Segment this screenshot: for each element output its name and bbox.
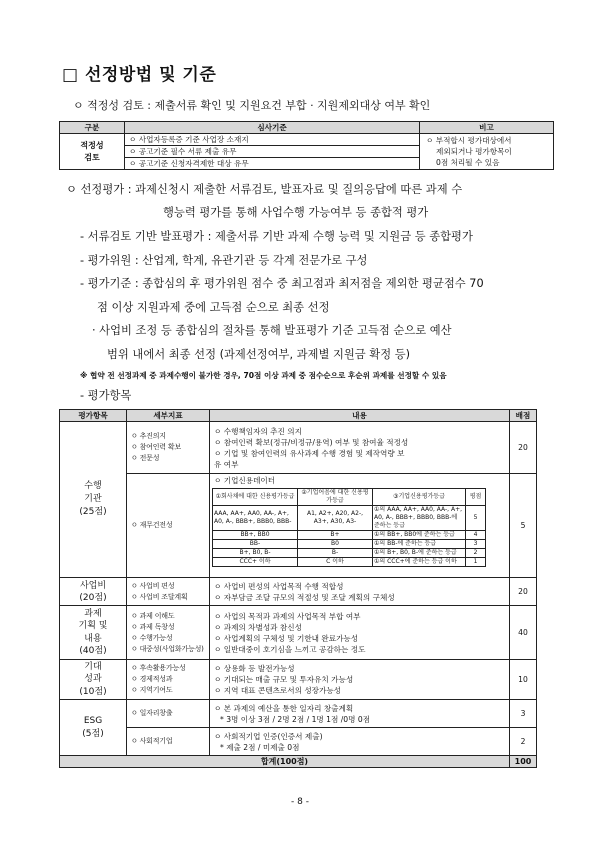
credit-cell: CCC+ 이하 — [213, 558, 298, 567]
eval-sub-budget — [127, 578, 210, 606]
eval-sub-item: ㅇ 일자리창출 — [131, 709, 173, 717]
review-category: 적정성 검토 — [60, 134, 125, 170]
eval-score: 2 — [510, 728, 537, 756]
eval-score: 3 — [510, 700, 537, 728]
review-criteria — [125, 134, 420, 170]
eval-content-budget — [210, 578, 510, 606]
credit-cell: C 이하 — [298, 558, 373, 567]
eval-category-plan: 과제 기획 및 내용 (40점) — [60, 606, 127, 660]
eval-header-sub: 세부지표 — [127, 410, 210, 422]
credit-cell: ①의 BB-에 준하는 등급 — [373, 540, 466, 549]
eval-total-label: 합계(100점) — [60, 756, 510, 768]
eval-score: 20 — [510, 578, 537, 606]
eval-sub-item: ㅇ 추진의지 — [131, 432, 166, 440]
credit-header: 평점 — [466, 489, 486, 506]
eval-content-item: ㅇ 상용화 등 발전가능성 — [214, 664, 295, 673]
eval-score: 5 — [510, 474, 537, 578]
review-table — [59, 121, 554, 170]
credit-cell: ①의 AAA, AA+, AA0, AA-, A+, A0, A-, BBB+, BBB0, BBB-에 준하는 등급 — [373, 506, 466, 531]
credit-cell: 3 — [466, 540, 486, 549]
credit-header: ①회사채에 대한 신용평가등급 — [213, 489, 298, 506]
credit-cell: AAA, AA+, AA0, AA-, A+, A0, A-, BBB+, BBB0, BBB- — [213, 506, 298, 531]
eval-content-item: 유 여부 — [214, 459, 239, 469]
eval-content-item: ㅇ 일반대중이 호기심을 느끼고 공감하는 정도 — [214, 644, 366, 654]
eval-sub-effect — [127, 660, 210, 700]
para-line: ㅇ 선정평가 : 과제신청시 제출한 서류검토, 발표자료 및 질의응답에 따른 과제 수 — [66, 183, 463, 196]
credit-cell: BB+, BB0 — [213, 531, 298, 540]
review-header-note: 비고 — [420, 122, 554, 134]
eval-sub-item: ㅇ 대중성(사업화가능성) — [131, 644, 204, 653]
review-note-line: 0점 처리될 수 있음 — [436, 158, 500, 167]
credit-cell: 4 — [466, 531, 486, 540]
eval-score: 10 — [510, 660, 537, 700]
eval-sub-item: ㅇ 후속활용가능성 — [131, 664, 186, 672]
eval-sub-item: ㅇ 재무건전성 — [131, 521, 173, 529]
para-line: - 평가위원 : 산업계, 학계, 유관기관 등 각계 전문가로 구성 — [80, 254, 368, 267]
para-line: 행능력 평가를 통해 사업수행 가능여부 등 종합적 평가 — [163, 206, 429, 219]
eval-sub-perf — [127, 422, 210, 474]
eval-content-item: ㅇ 참여인력 확보(정규/비정규/용역) 여부 및 참여율 적정성 — [214, 437, 409, 447]
credit-cell: ①의 CCC+에 준하는 등급 이하 — [373, 558, 466, 567]
eval-content-item: * 3명 이상 3점 / 2명 2점 / 1명 1점 /0명 0점 — [220, 714, 371, 724]
credit-header: ②기업어음에 대한 신용평가등급 — [298, 489, 373, 506]
eval-sub-item: ㅇ 전문성 — [131, 454, 160, 462]
eval-header-content: 내용 — [210, 410, 510, 422]
eval-sub-plan — [127, 606, 210, 660]
para-line: 점 이상 지원과제 중에 고득점 순으로 최종 선정 — [97, 301, 330, 314]
eval-content-item: ㅇ 사회적기업 인증(인증서 제출) — [214, 731, 323, 741]
eval-category-esg: ESG (5점) — [60, 700, 127, 756]
page-number: - 8 - — [291, 797, 309, 807]
eval-content-item: ㅇ 사업계획의 구체성 및 기한내 완료가능성 — [214, 633, 359, 643]
eval-header-category: 평가항목 — [60, 410, 127, 422]
review-note-line: ㅇ 부적합시 평가대상에서 — [426, 136, 512, 145]
credit-cell: BB- — [213, 540, 298, 549]
eval-total-score: 100 — [510, 756, 537, 768]
para-line: - 서류검토 기반 발표평가 : 제출서류 기반 과제 수행 능력 및 지원금 등 종합평가 — [80, 230, 473, 243]
eval-category-perf: 수행 기관 (25점) — [60, 422, 127, 578]
credit-cell: 1 — [466, 558, 486, 567]
credit-cell: B+ — [298, 531, 373, 540]
intro-line: ㅇ 적정성 검토 : 제출서류 확인 및 지원요건 부합 · 지원제외대상 여부 확인 — [73, 99, 431, 112]
eval-sub-item: ㅇ 사업비 편성 — [131, 581, 175, 590]
para-line: - 평가기준 : 종합심의 후 평가위원 점수 중 최고점과 최저점을 제외한 평균점수 70 — [80, 277, 484, 290]
eval-content-item: ㅇ 지역 대표 콘텐츠로서의 성장가능성 — [214, 686, 342, 695]
eval-category-effect: 기대 성과 (10점) — [60, 660, 127, 700]
eval-content-item: ㅇ 사업비 편성의 사업목적 수행 적합성 — [214, 581, 344, 591]
eval-content-finance — [210, 474, 510, 578]
eval-content-item: * 제출 2점 / 미제출 0점 — [220, 742, 300, 752]
evaluation-table — [59, 409, 537, 768]
credit-cell: B- — [298, 549, 373, 558]
eval-content-esg-social — [210, 728, 510, 756]
section-title: □ 선정방법 및 기준 — [62, 65, 217, 85]
review-header-criteria: 심사기준 — [125, 122, 420, 134]
eval-sub-item: ㅇ 지역기여도 — [131, 686, 173, 694]
eval-content-esg-jobs — [210, 700, 510, 728]
eval-content-perf — [210, 422, 510, 474]
eval-score: 40 — [510, 606, 537, 660]
credit-cell: B0 — [298, 540, 373, 549]
eval-content-item: ㅇ 자부담금 조달 규모의 적절성 및 조달 계획의 구체성 — [214, 592, 395, 602]
eval-content-item: ㅇ 기업 및 참여인력의 유사과제 수행 경험 및 제작역량 보 — [214, 448, 405, 458]
eval-sub-item: ㅇ 사회적기업 — [131, 737, 173, 745]
eval-category-budget: 사업비 (20점) — [60, 578, 127, 606]
eval-content-item: ㅇ 사업의 목적과 과제의 사업목적 부합 여부 — [214, 611, 361, 621]
eval-header-score: 배점 — [510, 410, 537, 422]
eval-sub-esg-jobs — [127, 700, 210, 728]
credit-data-label: ㅇ 기업신용데이터 — [214, 476, 276, 485]
review-criterion: ㅇ 사업자등록증 기준 사업장 소재지 — [125, 134, 419, 146]
review-header-category: 구분 — [60, 122, 125, 134]
eval-sub-item: ㅇ 사업비 조달계획 — [131, 592, 188, 601]
review-criterion: ㅇ 공고기준 필수 서류 제출 유무 — [125, 146, 419, 158]
credit-cell: A1, A2+, A20, A2-, A3+, A30, A3- — [298, 506, 373, 531]
eval-sub-item: ㅇ 과제 이해도 — [131, 611, 175, 620]
eval-score: 20 — [510, 422, 537, 474]
credit-rating-table — [212, 488, 486, 567]
eval-content-item: ㅇ 기대되는 매출 규모 및 투자유치 가능성 — [214, 675, 354, 684]
credit-cell: 5 — [466, 506, 486, 531]
para-line: 범위 내에서 최종 선정 (과제선정여부, 과제별 지원금 확정 등) — [107, 348, 411, 361]
eval-sub-item: ㅇ 수행가능성 — [131, 633, 173, 642]
credit-cell: 2 — [466, 549, 486, 558]
review-criterion: ㅇ 공고기준 신청자격제한 대상 유무 — [129, 159, 249, 168]
eval-sub-item: ㅇ 과제 독창성 — [131, 622, 175, 631]
eval-sub-item: ㅇ 경제적성과 — [131, 675, 173, 683]
para-line: - 평가항목 — [80, 389, 132, 402]
eval-content-item: ㅇ 수행책임자의 추진 의지 — [214, 426, 302, 436]
eval-sub-item: ㅇ 참여인력 확보 — [131, 443, 181, 451]
review-note — [420, 134, 554, 170]
eval-sub-finance — [127, 474, 210, 578]
credit-cell: B+, B0, B- — [213, 549, 298, 558]
para-line: · 사업비 조정 등 종합심의 절차를 통해 발표평가 기준 고득점 순으로 예산 — [92, 324, 452, 337]
review-note-line: 제외되거나 평가항목이 — [436, 147, 512, 156]
eval-content-item: ㅇ 본 과제의 예산을 통한 일자리 창출계획 — [214, 703, 354, 713]
eval-content-item: ㅇ 과제의 차별성과 참신성 — [214, 622, 302, 632]
eval-sub-esg-social — [127, 728, 210, 756]
eval-content-plan — [210, 606, 510, 660]
eval-content-effect — [210, 660, 510, 700]
credit-cell: ①의 BB+, BB0에 준하는 등급 — [373, 531, 466, 540]
selection-note: ※ 협약 전 선정과제 중 과제수행이 불가한 경우, 70점 이상 과제 중 점수순으로 후순위 과제를 선정할 수 있음 — [80, 371, 447, 380]
credit-cell: ①의 B+, B0, B-에 준하는 등급 — [373, 549, 466, 558]
credit-header: ③기업신용평가등급 — [373, 489, 466, 506]
